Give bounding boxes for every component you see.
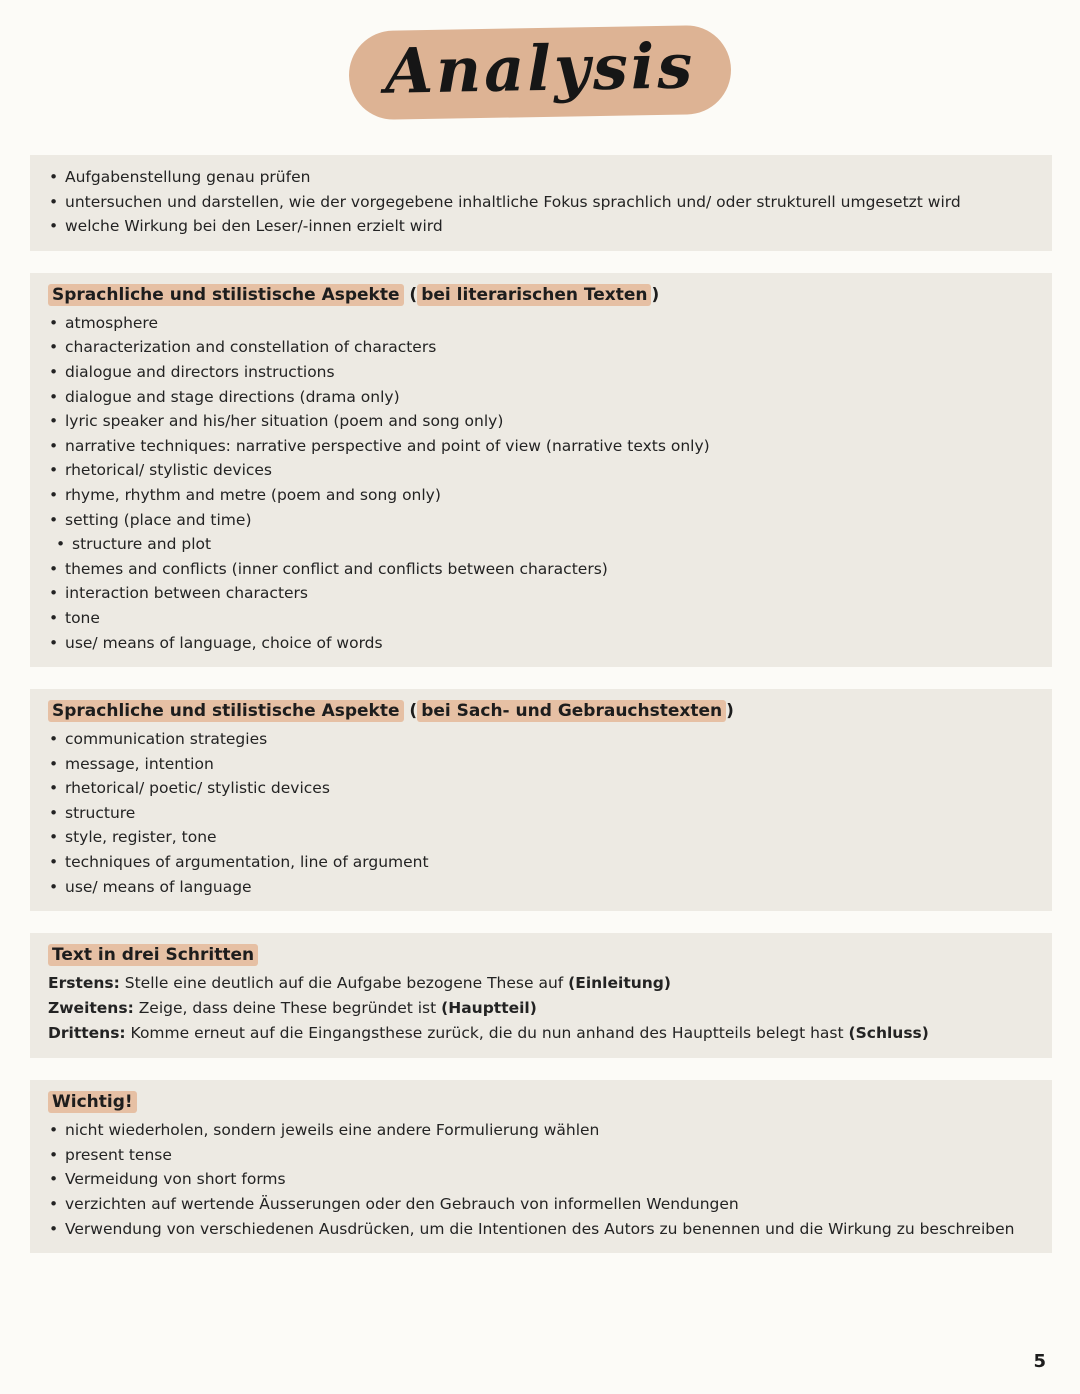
bullet-item: • communication strategies (48, 727, 1034, 752)
section-wichtig (30, 1080, 1052, 1253)
bullet-item: • setting (place and time) (48, 508, 1034, 533)
bullet-item: • interaction between characters (48, 581, 1034, 606)
step-suffix: (Hauptteil) (441, 999, 537, 1018)
bullet-item: • narrative techniques: narrative perspective and point of view (narrative texts only) (48, 434, 1034, 459)
bullet-list (48, 311, 1034, 655)
bullet-item: • Verwendung von verschiedenen Ausdrücken, um die Intentionen des Autors zu benennen und die Wirkung zu beschreiben (48, 1217, 1034, 1242)
section-drei-schritte (30, 933, 1052, 1058)
heading-text: bei Sach- und Gebrauchstexten (417, 700, 726, 722)
heading-paren: ( (403, 284, 418, 305)
section-heading (48, 285, 1034, 305)
title-highlight (348, 25, 732, 121)
step-body: Zeige, dass deine These begründet ist (133, 999, 442, 1018)
bullet-item: • dialogue and stage directions (drama only) (48, 385, 1034, 410)
step-label: Zweitens: (48, 999, 134, 1018)
bullet-item: • Vermeidung von short forms (48, 1167, 1034, 1192)
bullet-item: • rhetorical/ stylistic devices (48, 458, 1034, 483)
section-literarische-texte (30, 273, 1052, 667)
step-line (48, 1021, 1034, 1046)
bullet-list (48, 165, 1034, 239)
bullet-list (48, 727, 1034, 899)
step-label: Erstens: (48, 974, 120, 993)
heading-text: Sprachliche und stilistische Aspekte (48, 284, 404, 306)
title-area (0, 0, 1080, 117)
step-label: Drittens: (48, 1024, 126, 1043)
heading-text: Sprachliche und stilistische Aspekte (48, 700, 404, 722)
heading-text: Wichtig! (48, 1091, 137, 1113)
bullet-item: • Aufgabenstellung genau prüfen (48, 165, 1034, 190)
step-line (48, 971, 1034, 996)
bullet-item: • tone (48, 606, 1034, 631)
heading-text: bei literarischen Texten (417, 284, 651, 306)
bullet-item: • atmosphere (48, 311, 1034, 336)
bullet-item: • untersuchen und darstellen, wie der vorgegebene inhaltliche Fokus sprachlich und/ oder strukturell umgesetzt wird (48, 190, 1034, 215)
bullet-item: • nicht wiederholen, sondern jeweils eine andere Formulierung wählen (48, 1118, 1034, 1143)
bullet-item: • rhetorical/ poetic/ stylistic devices (48, 776, 1034, 801)
section-heading (48, 1092, 1034, 1112)
bullet-item: • use/ means of language, choice of words (48, 631, 1034, 656)
bullet-list (48, 1118, 1034, 1241)
heading-paren: ) (726, 701, 734, 722)
bullet-item: • style, register, tone (48, 825, 1034, 850)
section-heading (48, 945, 1034, 965)
step-suffix: (Einleitung) (568, 974, 671, 993)
bullet-item: • structure and plot (48, 532, 1034, 557)
bullet-item: • use/ means of language (48, 875, 1034, 900)
bullet-item: • themes and conflicts (inner conflict and conflicts between characters) (48, 557, 1034, 582)
bullet-item: • present tense (48, 1143, 1034, 1168)
step-suffix: (Schluss) (848, 1024, 929, 1043)
section-heading (48, 701, 1034, 721)
bullet-item: • welche Wirkung bei den Leser/-innen erzielt wird (48, 214, 1034, 239)
bullet-item: • structure (48, 801, 1034, 826)
heading-text: Text in drei Schritten (48, 944, 258, 966)
step-body: Stelle eine deutlich auf die Aufgabe bezogene These auf (119, 974, 569, 993)
step-body: Komme erneut auf die Eingangsthese zurück, die du nun anhand des Hauptteils belegt hast (125, 1024, 849, 1043)
bullet-item: • verzichten auf wertende Äusserungen oder den Gebrauch von informellen Wendungen (48, 1192, 1034, 1217)
bullet-item: • rhyme, rhythm and metre (poem and song only) (48, 483, 1034, 508)
bullet-item: • message, intention (48, 752, 1034, 777)
bullet-item: • dialogue and directors instructions (48, 360, 1034, 385)
section-sach-gebrauchstexte (30, 689, 1052, 911)
section-aufgaben (30, 155, 1052, 251)
bullet-item: • lyric speaker and his/her situation (poem and song only) (48, 409, 1034, 434)
heading-paren: ) (651, 284, 660, 305)
page-title: Analysis (384, 29, 696, 108)
heading-paren: ( (403, 701, 418, 722)
bullet-item: • techniques of argumentation, line of argument (48, 850, 1034, 875)
step-line (48, 996, 1034, 1021)
bullet-item: • characterization and constellation of characters (48, 335, 1034, 360)
page-number: 5 (1033, 1351, 1046, 1372)
